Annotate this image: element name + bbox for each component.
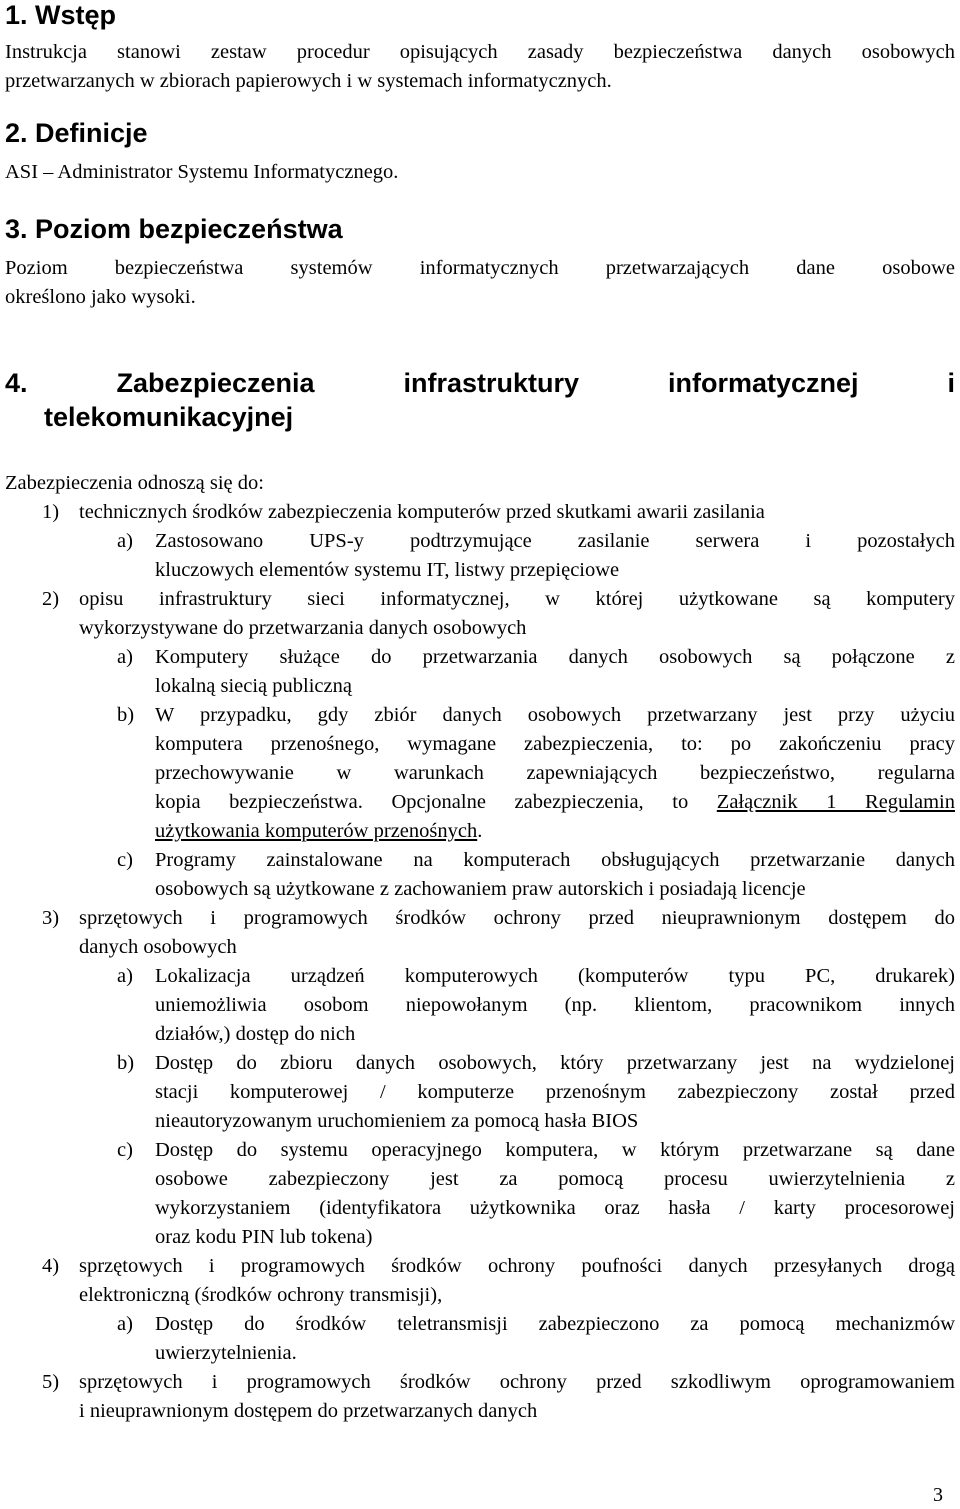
i3b-line-3: nieautoryzowanym uruchomieniem za pomocą hasła BIOS	[155, 1110, 639, 1132]
sublist-marker: b)	[117, 704, 135, 726]
s1-line-1: Instrukcja stanowi zestaw procedur opisujących zasady bezpieczeństwa danych osobowych	[5, 41, 955, 63]
i2b-line-2: komputera przenośnego, wymagane zabezpieczenia, to: po zakończeniu pracy	[155, 733, 955, 755]
i2b-line-4-text: kopia bezpieczeństwa. Opcjonalne zabezpieczenia, to	[155, 791, 717, 813]
i1-line-1: technicznych środków zabezpieczenia komputerów przed skutkami awarii zasilania	[79, 501, 765, 523]
i3a-line-3: działów,) dostęp do nich	[155, 1023, 356, 1045]
i5-line-2: i nieuprawnionym dostępem do przetwarzanych danych	[79, 1400, 538, 1422]
sublist-marker: a)	[117, 1313, 133, 1335]
sublist-marker: c)	[117, 1139, 133, 1161]
i3c-line-4: oraz kodu PIN lub tokena)	[155, 1226, 373, 1248]
i3-line-1: sprzętowych i programowych środków ochrony przed nieuprawnionym dostępem do	[79, 907, 955, 929]
i3a-line-2: uniemożliwia osobom niepowołanym (np. klientom, pracownikom innych	[155, 994, 955, 1016]
s1-line-2: przetwarzanych w zbiorach papierowych i w systemach informatycznych.	[5, 70, 612, 92]
i4a-line-2: uwierzytelnienia.	[155, 1342, 297, 1364]
s3-line-2: określono jako wysoki.	[5, 286, 196, 308]
sublist-marker: b)	[117, 1052, 135, 1074]
heading-zabezpieczenia-l2: telekomunikacyjnej	[44, 402, 294, 432]
i3c-line-1: Dostęp do systemu operacyjnego komputera, w którym przetwarzane są dane	[155, 1139, 955, 1161]
sublist-marker: a)	[117, 965, 133, 987]
i2b-line-3: przechowywanie w warunkach zapewniających bezpieczeństwo, regularna	[155, 762, 955, 784]
i2-line-1: opisu infrastruktury sieci informatycznej, w której użytkowane są komputery	[79, 588, 955, 610]
i1a-line-2: kluczowych elementów systemu IT, listwy przepięciowe	[155, 559, 620, 581]
i3b-line-1: Dostęp do zbioru danych osobowych, który przetwarzany jest na wydzielonej	[155, 1052, 955, 1074]
i4-line-2: elektroniczną (środków ochrony transmisji),	[79, 1284, 443, 1306]
i3-line-2: danych osobowych	[79, 936, 237, 958]
i2a-line-2: lokalną siecią publiczną	[155, 675, 352, 697]
attachment-link-part-2[interactable]: użytkowania komputerów przenośnych	[155, 820, 478, 842]
i5-line-1: sprzętowych i programowych środków ochrony przed szkodliwym oprogramowaniem	[79, 1371, 955, 1393]
list-marker: 5)	[42, 1371, 60, 1393]
list-marker: 3)	[42, 907, 60, 929]
attachment-link-part-1[interactable]: Załącznik 1 Regulamin	[716, 791, 955, 813]
heading-zabezpieczenia-l1: 4. Zabezpieczenia infrastruktury informatycznej i	[5, 368, 955, 398]
i2a-line-1: Komputery służące do przetwarzania danych osobowych są połączone z	[155, 646, 955, 668]
i4a-line-1: Dostęp do środków teletransmisji zabezpieczono za pomocą mechanizmów	[155, 1313, 955, 1335]
i2b-line-1: W przypadku, gdy zbiór danych osobowych przetwarzany jest przy użyciu	[155, 704, 955, 726]
i2b-line-5-punct: .	[477, 820, 483, 842]
i2b-line-5	[155, 817, 482, 846]
heading-definicje: 2. Definicje	[5, 118, 148, 148]
list-marker: 1)	[42, 501, 60, 523]
i2c-line-1: Programy zainstalowane na komputerach obsługujących przetwarzanie danych	[155, 849, 955, 871]
s3-line-1: Poziom bezpieczeństwa systemów informatycznych przetwarzających dane osobowe	[5, 257, 955, 279]
i2-line-2: wykorzystywane do przetwarzania danych osobowych	[79, 617, 527, 639]
i3b-line-2: stacji komputerowej / komputerze przenośnym zabezpieczony został przed	[155, 1081, 955, 1103]
i2c-line-2: osobowych są użytkowane z zachowaniem praw autorskich i posiadają licencje	[155, 878, 806, 900]
i3a-line-1: Lokalizacja urządzeń komputerowych (komputerów typu PC, drukarek)	[155, 965, 955, 987]
list-marker: 2)	[42, 588, 60, 610]
sublist-marker: c)	[117, 849, 133, 871]
s2-line-1: ASI – Administrator Systemu Informatycznego.	[5, 161, 399, 183]
heading-wstep: 1. Wstęp	[5, 0, 117, 30]
i3c-line-3: wykorzystaniem (identyfikatora użytkownika oraz hasła / karty procesorowej	[155, 1197, 955, 1219]
sublist-marker: a)	[117, 646, 133, 668]
sublist-marker: a)	[117, 530, 133, 552]
s4-intro: Zabezpieczenia odnoszą się do:	[5, 472, 264, 494]
i3c-line-2: osobowe zabezpieczony jest za pomocą procesu uwierzytelnienia z	[155, 1168, 955, 1190]
list-marker: 4)	[42, 1255, 60, 1277]
i4-line-1: sprzętowych i programowych środków ochrony poufności danych przesyłanych drogą	[79, 1255, 955, 1277]
heading-poziom-bezpieczenstwa: 3. Poziom bezpieczeństwa	[5, 214, 343, 244]
i2b-line-4	[155, 788, 955, 817]
page-number: 3	[933, 1484, 943, 1506]
i1a-line-1: Zastosowano UPS-y podtrzymujące zasilanie serwera i pozostałych	[155, 530, 955, 552]
